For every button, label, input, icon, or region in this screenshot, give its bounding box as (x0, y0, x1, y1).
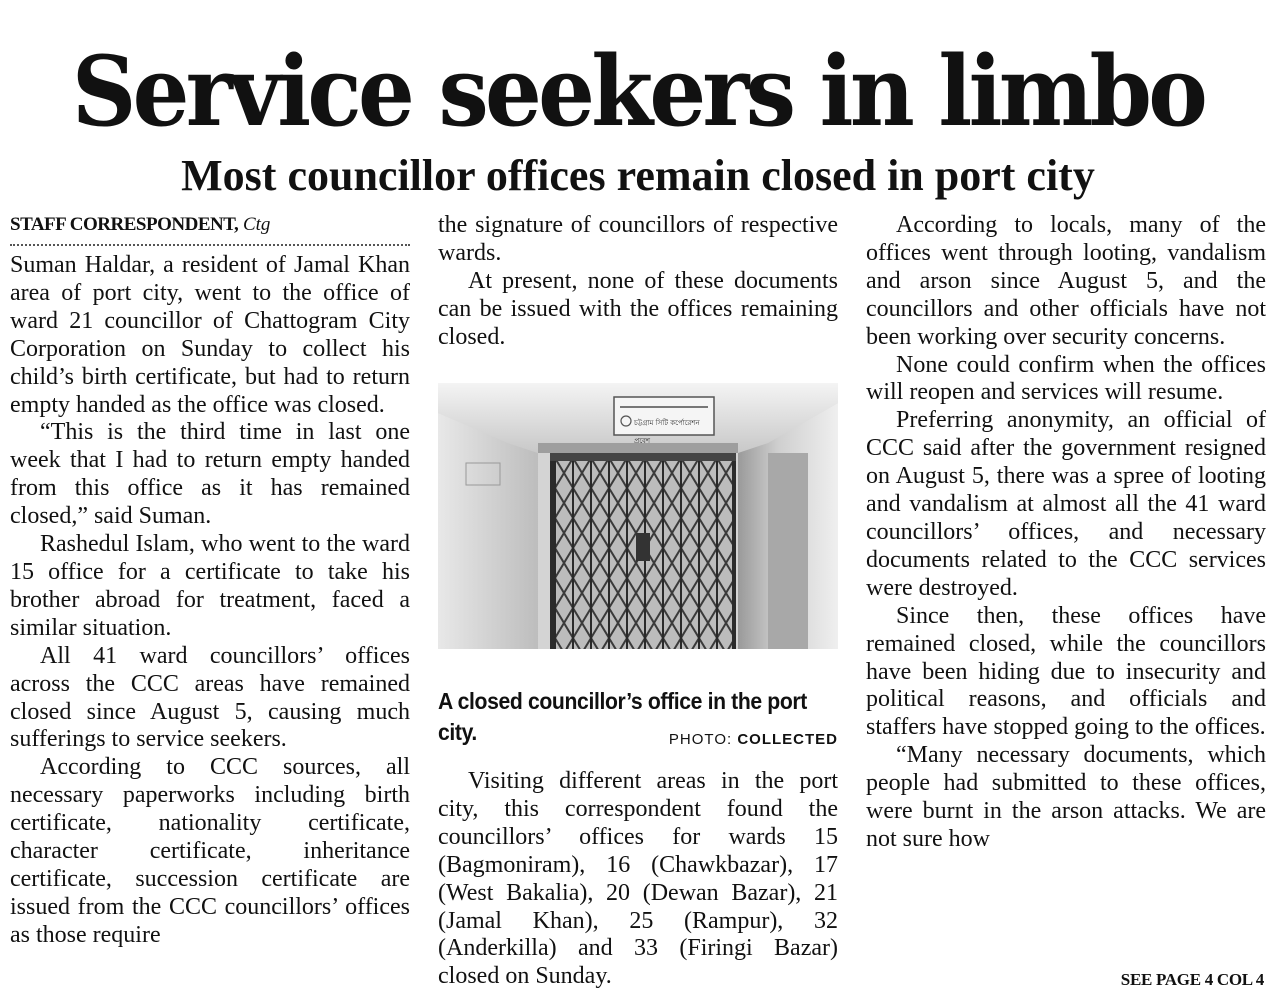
paragraph: Since then, these offices have remained closed, while the councillors have been hiding due to insecurity and political reasons, and officials and staffers have stopped going to the offices. (866, 602, 1266, 741)
paragraph: Preferring anonymity, an official of CCC said after the government resigned on August 5, there was a spree of looting and vandalism at almost all the 41 ward councillors’ offices, and necessary documents related to the CCC services were destroyed. (866, 407, 1266, 601)
caption-text: A closed councillor’s office in the port city. (438, 688, 807, 745)
closed-office-photo (438, 383, 838, 649)
paragraph: Visiting different areas in the port city, this correspondent found the councillors’ offices for wards 15 (Bagmoniram), 16 (Chawkbazar), 17 (West Bakalia), 20 (Dewan Bazar), 21 (Jamal Khan), 25 (Rampur), 32 (Anderkilla) and 33 (Firingi Bazar) closed on Sunday. (438, 768, 838, 990)
photo-credit-label: PHOTO: (668, 731, 733, 748)
byline (10, 212, 410, 246)
article-column-2-top (438, 212, 838, 352)
paragraph: According to locals, many of the offices went through looting, vandalism and arson since August 5, and the councillors and other officials have not been working over security concerns. (866, 212, 1266, 350)
photo-sign-text: চট্টগ্রাম সিটি কর্পোরেশন (634, 419, 700, 427)
continued-on-jump: SEE PAGE 4 COL 4 (1120, 970, 1264, 989)
paragraph: All 41 ward councillors’ offices across the CCC areas have remained closed since August 5, causing much sufferings to service seekers. (10, 642, 410, 753)
article-column-1 (10, 212, 410, 950)
photo-door-text: প্রবেশ (634, 437, 651, 445)
news-photo (438, 383, 838, 649)
photo-caption (438, 686, 838, 748)
byline-name: STAFF CORRESPONDENT, (10, 214, 239, 235)
paragraph: Rashedul Islam, who went to the ward 15 office for a certificate to take his brother abroad for treatment, faced a similar situation. (10, 531, 410, 641)
paragraph: the signature of councillors of respective wards. (438, 212, 838, 266)
paragraph: Suman Haldar, a resident of Jamal Khan area of port city, went to the office of ward 21 councillor of Chattogram City Corporation on Sunday to collect his child’s birth certificate, but had to return empty handed as the office was closed. (10, 252, 410, 418)
photo-credit-source: COLLECTED (737, 731, 838, 748)
byline-location: Ctg (242, 214, 271, 235)
article-column-2-bottom (438, 768, 838, 991)
paragraph: “This is the third time in last one week that I had to return empty handed from this office as it has remained closed,” said Suman. (10, 419, 410, 530)
paragraph: According to CCC sources, all necessary paperworks including birth certificate, nationality certificate, character certificate, inheritance certificate, succession certificate are issued from the CCC councillors’ offices as those require (10, 754, 410, 948)
photo-credit (669, 731, 838, 748)
paragraph: None could confirm when the offices will reopen and services will resume. (866, 351, 1266, 406)
paragraph: “Many necessary documents, which people had submitted to these offices, were burnt in the arson attacks. We are not sure how (866, 742, 1266, 852)
paragraph: At present, none of these documents can be issued with the offices remaining closed. (438, 267, 838, 350)
subheadline: Most councillor offices remain closed in port city (181, 151, 1095, 200)
article-column-3 (866, 212, 1266, 854)
headline: Service seekers in limbo (71, 35, 1205, 148)
